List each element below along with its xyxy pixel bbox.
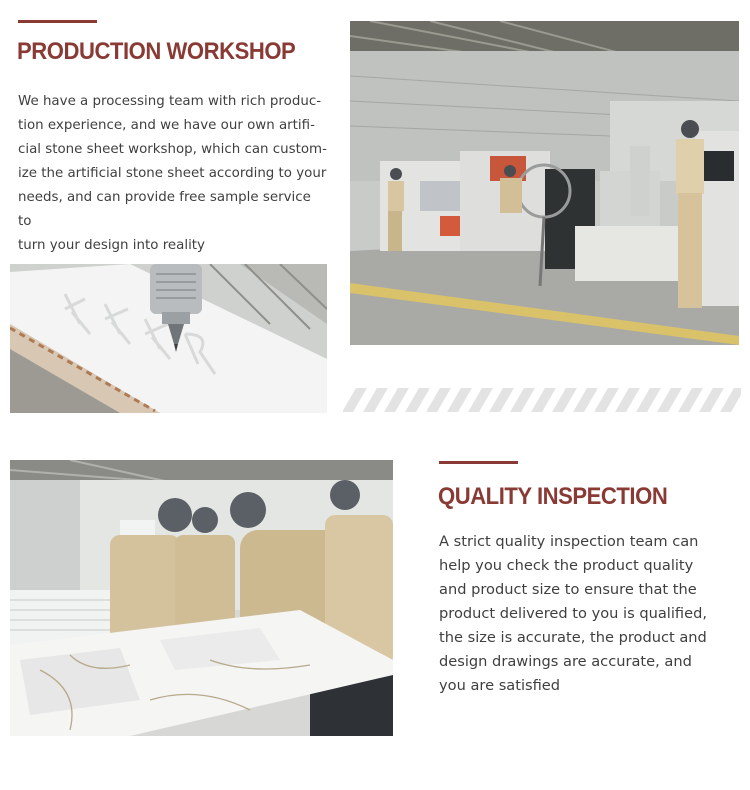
factory-workshop-photo [350,21,739,345]
production-title: PRODUCTION WORKSHOP [17,38,296,65]
cnc-engraving-photo [10,264,327,413]
production-accent-line [18,20,97,23]
quality-accent-line [439,461,518,464]
quality-line: the size is accurate, the product and [439,629,707,646]
production-line: tion experience, and we have our own artifi- [18,118,315,133]
production-line: turn your design into reality [18,238,205,253]
quality-description [439,530,734,698]
quality-line: you are satisfied [439,677,561,694]
quality-inspection-photo [10,460,393,736]
production-line: needs, and can provide free sample service to [18,190,311,229]
quality-line: help you check the product quality [439,557,694,574]
quality-line: A strict quality inspection team can [439,533,699,550]
quality-title: QUALITY INSPECTION [438,483,668,510]
stripe-divider [343,388,741,412]
production-line: We have a processing team with rich produc- [18,94,322,109]
production-line: ize the artificial stone sheet according to your [18,166,327,181]
quality-line: and product size to ensure that the [439,581,697,598]
quality-line: product delivered to you is qualified, [439,605,707,622]
production-line: cial stone sheet workshop, which can custom- [18,142,327,157]
quality-line: design drawings are accurate, and [439,653,692,670]
production-description [18,90,328,258]
